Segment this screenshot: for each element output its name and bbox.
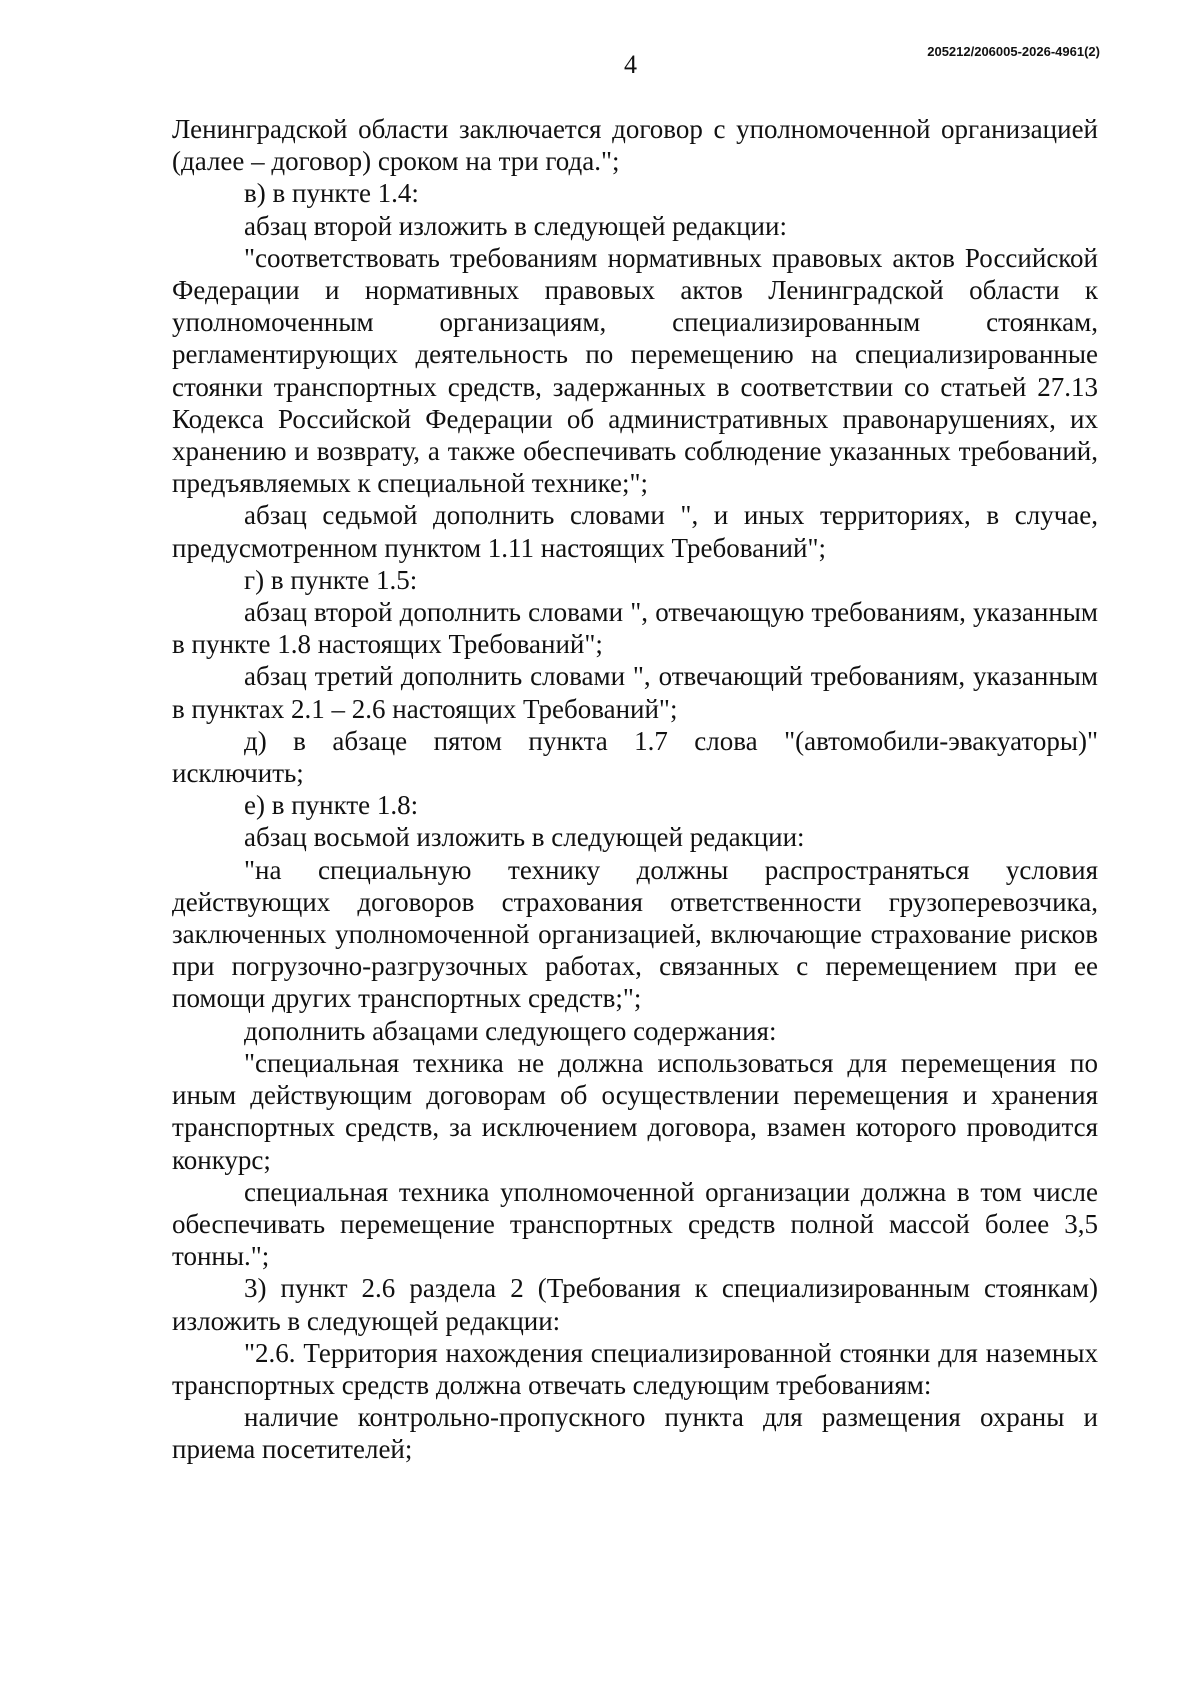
paragraph: е) в пункте 1.8:	[244, 790, 419, 821]
paragraph: "на специальную технику должны распространяться условия действующих договоров страхования ответственности грузоперевозчика, заключенных уполномоченной организацией, включающие страхование рисков при погрузочно-разгрузочных работах, связанных с перемещением при ее помощи других транспортных средств;";	[172, 854, 1098, 1014]
document-code: 205212/206005-2026-4961(2)	[927, 44, 1100, 59]
paragraph: абзац седьмой дополнить словами ", и иных территориях, в случае, предусмотренном пунктом 1.11 настоящих Требований";	[172, 500, 1098, 563]
paragraph: д) в абзаце пятом пункта 1.7 слова "(автомобили-эвакуаторы)" исключить;	[172, 725, 1098, 789]
paragraph: абзац второй изложить в следующей редакции:	[244, 210, 787, 241]
paragraph: абзац третий дополнить словами ", отвечающий требованиям, указанным в пунктах 2.1 – 2.6 настоящих Требований";	[172, 661, 1098, 724]
paragraph: дополнить абзацами следующего содержания:	[244, 1015, 777, 1046]
paragraph: специальная техника уполномоченной организации должна в том числе обеспечивать перемещение транспортных средств полной массой более 3,5 тонны.";	[172, 1176, 1098, 1272]
paragraph: в) в пункте 1.4:	[244, 178, 419, 209]
document-body	[172, 113, 1098, 1466]
page-number: 4	[624, 50, 637, 79]
paragraph: "специальная техника не должна использоваться для перемещения по иным действующим договорам об осуществлении перемещения и хранения транспортных средств, за исключением договора, взамен которого проводится конкурс;	[172, 1047, 1098, 1175]
paragraph: Ленинградской области заключается договор с уполномоченной организацией (далее – договор) сроком на три года.";	[172, 114, 1098, 177]
paragraph: наличие контрольно-пропускного пункта для размещения охраны и приема посетителей;	[172, 1402, 1098, 1465]
paragraph: г) в пункте 1.5:	[244, 564, 418, 595]
paragraph: 3) пункт 2.6 раздела 2 (Требования к специализированным стоянкам) изложить в следующей редакции:	[172, 1273, 1098, 1336]
paragraph: "2.6. Территория нахождения специализированной стоянки для наземных транспортных средств должна отвечать следующим требованиям:	[172, 1337, 1098, 1400]
paragraph: абзац восьмой изложить в следующей редакции:	[244, 822, 805, 853]
paragraph: "соответствовать требованиям нормативных правовых актов Российской Федерации и нормативных правовых актов Ленинградской области к уполномоченным организациям, специализированным стоянкам, регламентирующих деятельность по перемещению на специализированные стоянки транспортных средств, задержанных в соответствии со статьей 27.13 Кодекса Российской Федерации об административных правонарушениях, их хранению и возврату, а также обеспечивать соблюдение указанных требований, предъявляемых к специальной технике;";	[172, 242, 1098, 499]
paragraph: абзац второй дополнить словами ", отвечающую требованиям, указанным в пункте 1.8 настоящих Требований";	[172, 597, 1098, 660]
